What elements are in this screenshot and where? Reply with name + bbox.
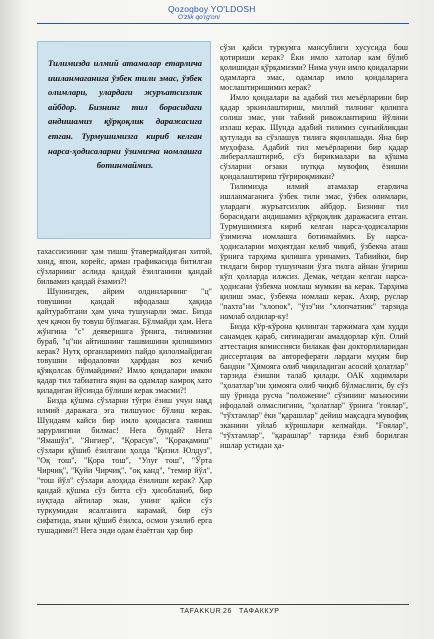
pull-quote-box: [37, 41, 211, 239]
paragraph: Шунингдек, айрим олдинларнинг "ц" товушини қандай ифодалаш ҳақида қайтурабтгани ҳам унча тушунарли эмас. Бизда ҳеч қачон бу товуш бўлмаган. Бўлмайди ҳам. Нега жўнгина "с" деяверишга ўрнига, тилимизни бураб, "ц"ни айтишнинг ташвишини қилишимиз керак? Нутқ органларимиз пайдо қилолмайдиган товушни ифодаловчи ҳарфдан воз кечиб қўяқолсак бўлмайдими? Имло қоидалари имкон қадар тил табиатига яқин ва одамлар камроқ хато қиладиган йўсинда бўлиши керак эмасми?!: [37, 286, 212, 396]
paragraph: сўзи қайси туркумга мансублиги хусусида бош қотириши керак? Ёки имло хатолар кам бўлиб қолишидан қўрқамизми? Нима учун имло қоидаларни одамларга эмас, одамлар имло қоидаларига мослаштиришимиз керак?: [220, 43, 408, 92]
paragraph: Тилимизда илмий атамалар етарлича ишланмаганига ўзбек тили эмас, ўзбек олимлари, улардаги журъатсизлик айбдор. Бизнинг тил борасидаги андишамиз қўрқоқлик даражасига етган. Турмушимизга кириб келган нарса-ҳодисаларни ўзимизча номлашга ботинмаймиз. Бу нарса-ҳодисаларни моҳиятдан келиб чиқиб, ўзбекча аташ ўрнига тарҳима қилишга уринамиз. Табиийки, бир тилдаги бирор тушунчани ўзга тилга айнан ўгириш кўп ҳолларда илжсиз. Демак, четдан келган нарса-ҳодисани ўзбекча номлаш мумкин ва керак. Тарҳима қилиш эмас, ўзбекча номлаш керак. Ахир, руслар "пахта"ни "хлопок", "ўзэ"ни "хлопчатник" тарзида номлаб олдилар-ку!: [220, 182, 408, 321]
page-number: 26: [223, 608, 232, 615]
header-divider: [37, 23, 409, 24]
pull-quote-text: Тилимизда илмий атамалар етарлича ишланмаганига ўзбек тили эмас, ўзбек олимлари, улардаги журъатсизлик айбдор. Бизнинг тил борасидаги андишамиз қўрқоқлик даражасига етган. Турмушимизга кириб келган нарса-ҳодисаларни ўзимизча номлашга ботинмаймиз.: [48, 58, 202, 171]
footer-divider: [37, 604, 409, 605]
footer-magazine-cyrillic: ТАФАККУР: [239, 608, 280, 615]
footer-magazine-latin: TAFAKKUR: [180, 608, 222, 615]
text-column-right: [220, 43, 408, 592]
header-author: Qozoqboy YO'LDOSH: [168, 4, 256, 14]
page-footer: [0, 608, 434, 620]
paragraph: Бизда кўр-кўрона қилинган таржимага ҳам худди санамдек қараб, сиғинадиган амалдорлар кўп. Олий аттестация комиссияси билакак фан докторлиларидан диссертация ва автореферати лардаги муҳим бир бандни "Ҳимояга олиб чиқиладиган асосий ҳолатлар" тарзида ёзишни талаб қилади. ОАК ходимлари "ҳолатлар"ни ҳимояга олиб чиқиб бўлмаслиги, бу сўз шу ўринда русча "положение" сўзининг маъносини ифодалай олмаслигини, "ҳолатлар" ўрнига "ғоялар", "тўхтамлар" ёки "қарашлар" дейиш мақсадга мувофиқ эканини уйлаб кўришлари келмайди. "Ғоялар", "тўхтамлар", "қарашлар" тарзида ёзиб борилган ишлар устидан ҳа-: [220, 321, 408, 451]
header-subtitle: O'zlik qo'rg'oni: [178, 14, 220, 21]
paragraph: Бизда қўшма сўзларни тўғри ёзиш учун нақд илмий даражага эга тилшунос бўлиш керак. Шундаям кайси бир имло қоидасига таяниш зарурлигини билмас! Нега бундай? Нега "Ямашўл", "Янгиер", "Қорасув", "Қорақамиш" сўзлари қўшиб ёзилгани ҳолда "Қизил Юлдуз", "Оқ тош", "Қора тош", "Улуғ тош", "Ўрта Чирчиқ", "Қуйи Чирчиқ", "оқ канд", "темир йўл", "тош йўл" сўзлари алоҳида ёзилиши керак? Ҳар қандай қўшма сўз битта сўз ҳисобланиб, бир нуқтада айтилар экан, унинг қайси сўз туркумидан ясалганига карамай, бир сўз сифатида, яъни қўшиб ёзилса, осмон узилиб ерга тушадими?! Нега энди одам ёзаётган ҳар бир: [37, 396, 212, 535]
paragraph: Имло қоидалари ва адабий тил меъёрларини бир қадар эркинлаштириш, миллий тилнинг қолипга солиш эмас, уни табиий ривожлантириш йўлини излаш керак. Шунда адабий тилимиз сунъийликдан қутулади ва сўзлашув тилига яқинлашади. Яна бир муҳофаза. Адабий тил меъёрларини бир қадар либераллаштириб, сўз бирикмалари ва қўшма сўзларни оғзаки нутққа мувофиқ ёзишни қоидалаштириш тўғрироқмикан?: [220, 92, 408, 182]
paragraph: тахассисининг ҳам тишш ўтавермайдиган хитой, хинд, япон, корейс, арман графикасида битилган сўзларнинг аслида қандай ёзилганини қандай билвамиз қандай ёзамиз?!: [37, 247, 212, 286]
text-column-left: [37, 247, 212, 592]
